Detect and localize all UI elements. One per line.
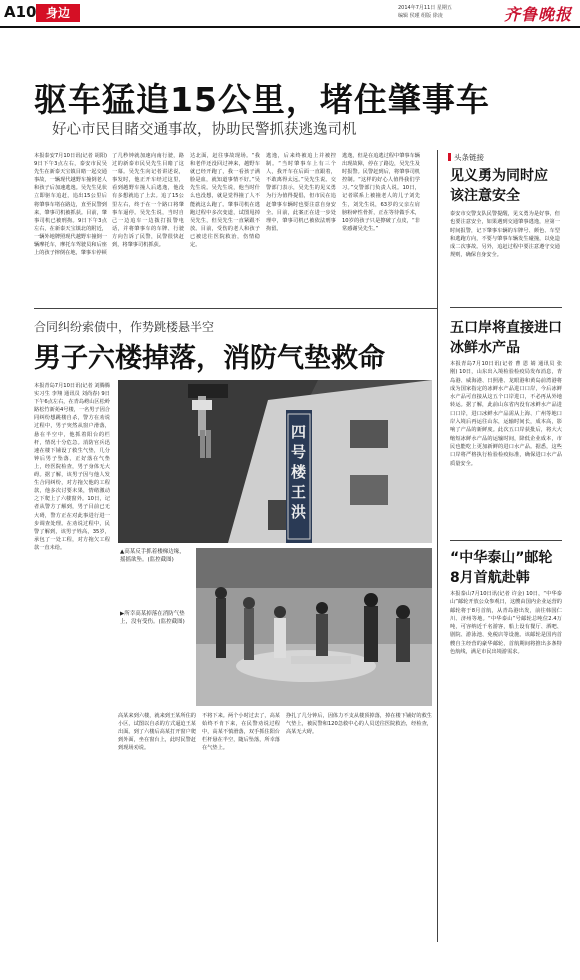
lead-column-3: 达北面，赶往事故现场。“我和老伴还没回过神来，越野车就已经开跑了，我一看孩子满脸是血，就知道事情不好。”吴先生说。吴先生说，他当时什么也没想，就是觉得撞了人不能就这么跑了。肇事司机在逃跑过程中多次变道，试图甩掉吴先生，但吴先生一直紧跟不放。目前，受伤的老人和孩子已被送往医院救治，伤情稳定。 <box>190 153 260 249</box>
story2-column-left: 本报青岛7月10日讯(记者 刘腾腾 实习生 李翔 通讯员 刘尚春) 9日下午6点左右，在青岛崂山区松岭路松竹新苑4号楼，一名男子因合同纠纷想跳楼自杀，警方在劝说过程中，男子突然从窗户滑落，悬在半空中，他抓着阳台的栏杆，情况十分危急。消防官兵迅速在楼下铺设了救生气垫，几分钟后男子坠落，正好落在气垫上，经医院检查，男子身体无大碍。据了解，该男子因与他人发生合同纠纷，对方拖欠他的工程款，他多次讨要未果，情绪激动之下爬上了六楼窗外。10日，记者从警方了解到，男子目前已无大碍，警方正在对此事进行进一步调查处理。在劝说过程中，民警了解到，该男子姓高，35岁，承包了一处工程，对方拖欠工程款一直未给。 <box>34 383 110 551</box>
story2-headline: 男子六楼掉落，消防气垫救命 <box>34 343 385 374</box>
sidebar-article-3-body: 本报泰山7月10日讯(记者 许金) 10日，“中华泰山”邮轮开放公众参观日，这艘由国内企业运营的邮轮将于8月首航，从青岛港出发，前往韩国仁川、济州等地。“中华泰山”号邮轮总吨位2.4万吨，可容纳近千名游客，船上设有餐厅、酒吧、剧院、游泳池、免税店等设施。该邮轮是国内首艘自主经营的豪华邮轮，首航期间将推出多条特色航线，满足市民出境游需求。 <box>450 591 562 656</box>
rescue-photo-illustration <box>196 548 432 706</box>
story2-kicker: 合同纠纷索债中，作势跳楼悬半空 <box>34 320 215 334</box>
story2-bottom-column-1: 高某来到六楼，就来到王某所住的小区，试图以自杀的方式逼迫王某出面。到了六楼后高某打开窗户爬到外面，坐在窗台上，此时民警赶到现场劝说。 <box>118 713 196 752</box>
header-meta <box>398 4 452 20</box>
photo-caption-2: ▶所幸高某掉落在消防气垫上，没有受伤。(监控截图) <box>120 611 185 625</box>
sidebar-article-1-body: 泰安市交警支队民警提醒，见义勇为是好事，但也要注意安全，如果遇到交通肇事逃逸，应第一时间报警，记下肇事车辆的车牌号、颜色、车型和逃跑方向，不要与肇事车辆发生碰撞，以免造成二次事故。另外，追赶过程中要注意遵守交通规则，确保自身安全。 <box>450 211 560 259</box>
page-number: A10 <box>4 3 37 21</box>
lead-column-4: 逃逸，后来终被追上并被控制。“当时肇事车上有三个人，我开车在后面一直跟着，不敢离得太远。”吴先生说。交警部门表示，吴先生的见义勇为行为值得提倡，但市民在追赶肇事车辆时也要注意自身安全。目前，此案正在进一步处理中，肇事司机已被依法刑事拘留。 <box>266 153 336 232</box>
sidebar-rule-2 <box>450 540 562 541</box>
building-sign-text: 四号楼王洪 <box>291 423 307 521</box>
building-photo-illustration <box>118 380 432 543</box>
lead-column-2: 了几秒钟就加速向南行驶，路过的新泰市民吴先生目睹了这一幕。吴先生向记者讲述说，事发时，他正开车经过这里，看到越野车撞人后逃逸，他没有多想就追了上去。追了15公里左右，终于在一个路口将肇事车逼停。吴先生说，当时自己一边追车一边拨打报警电话，并将肇事车的车牌、行驶方向告诉了民警，民警很快赶到，将肇事司机抓获。 <box>112 153 184 249</box>
header-rule <box>0 26 580 28</box>
sidebar-article-3-title: “中华泰山”邮轮8月首航赴韩 <box>450 550 553 586</box>
sidebar-article-1-title: 见义勇为同时应该注意安全 <box>450 168 548 204</box>
photo-caption-1: ▲高某反手抓着楼梯边缘，摇摇欲坠。(监控截图) <box>120 549 185 563</box>
page-header <box>0 0 580 28</box>
date-line: 2014年7月11日 星期五 <box>398 5 452 11</box>
sidebar-tag: 头条链接 <box>448 152 484 163</box>
lead-column-5: 逃逸，但是在追逃过程中肇事车辆出现故障，停在了路边，吴先生及时报警。民警赶到后，将肇事司机控制。“这样的好心人值得我们学习。”交警部门负责人说。10日，记者联系上被撞老人的儿子刘先生，刘先生说，63岁的父亲左肩膀粉碎性骨折，正在等待做手术，10岁的孩子只是擦破了点皮，“非常感谢吴先生。” <box>342 153 420 232</box>
sidebar-article-2-title: 五口岸将直接进口冰鲜水产品 <box>450 320 562 356</box>
section-badge: 身边 <box>36 4 80 22</box>
editor-line: 编辑 侯瑾 组版 徐凌 <box>398 13 443 19</box>
story-divider <box>34 308 437 309</box>
sidebar-divider <box>437 150 438 942</box>
lead-column-1: 本报泰安7月10日讯(记者 胡阳) 9日下午3点左右，泰安市民吴先生在新泰天宝镇目睹一起交通事故，一辆现代越野车撞倒老人和孩子后加速逃逸。吴先生见状立即驱车追赶，追出15公里后将肇事车堵在路边，直至民警到来，肇事司机被抓获。目前，肇事司机已被刑拘。9日下午3点左右，在新泰天宝镇北的附近，一辆外地牌照现代越野车撞倒一辆摩托车，摩托车驾驶员和后座上的孩子摔倒在地，肇事车停顿 <box>34 153 107 257</box>
story2-bottom-column-2: 不将下来。两个小时过去了，高某始终不肯下来，在民警劝说过程中，高某不慎滑落，双手抓住阳台栏杆悬在半空，随后坠落，所幸落在气垫上。 <box>202 713 280 752</box>
photo-building-hanging <box>118 380 432 543</box>
masthead-logo: 齐鲁晚报 <box>503 5 572 24</box>
sidebar-rule-1 <box>450 307 562 308</box>
sidebar-article-2-body: 本报青岛7月10日讯(记者 曹 恩 婧 通讯员 张 刚) 10日，山东出入境检验检疫局发布消息，青岛港、威海港、日照港、龙眼港和黄岛前湾港将成为国家指定的冰鲜水产品进口口岸，今后冰鲜水产品可直接从这五个口岸进口，不必再从外地转运。据了解，此前山东省内没有冰鲜水产品进口口岸，进口冰鲜水产品需从上海、广州等地口岸入境后再运往山东，运输时间长，成本高，影响了产品的新鲜度。此次五口岸获批后，将大大缩短冰鲜水产品的运输时间，降低企业成本，市民也能吃上更加新鲜的进口水产品。据悉，这些口岸将严格执行检验检疫标准，确保进口水产品质量安全。 <box>450 361 562 467</box>
lead-headline: 驱车猛追15公里，堵住肇事车 <box>34 80 490 119</box>
photo-rescue-scene <box>196 548 432 706</box>
story2-bottom-column-3: 挣扎了几分钟后，因体力不支从楼顶掉落，掉在楼下铺好的救生气垫上，被民警和120急救中心的人员送往医院救治，经检查，高某无大碍。 <box>286 713 432 736</box>
lead-subheadline: 好心市民目睹交通事故，协助民警抓获逃逸司机 <box>52 122 357 138</box>
